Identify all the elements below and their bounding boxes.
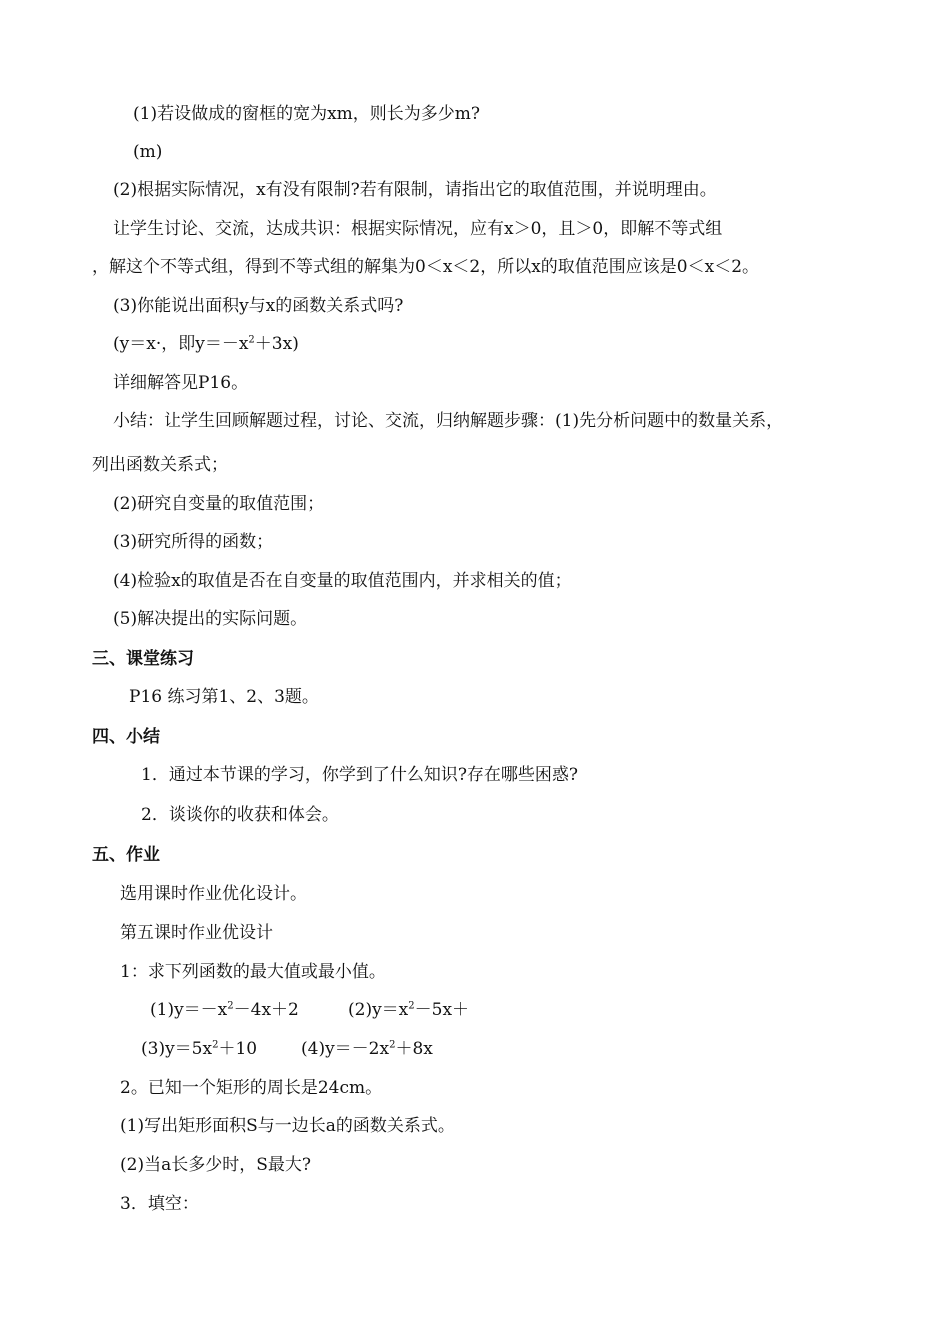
step-2: (2)研究自变量的取值范围； (113, 494, 325, 514)
exercise-1-b: $(2)y=x^2-5x+$ (348, 1000, 470, 1020)
summary-line-1: 小结：让学生回顾解题过程，讨论、交流，归纳解题步骤：(1)先分析问题中的数量关系， (113, 411, 784, 431)
practice-text: P16 练习第1、2、3题。 (129, 687, 319, 707)
exercise-1-c: $(3)y=5x^2+10$ (141, 1039, 258, 1059)
exercise-2-question-2: (2)当a长多少时，S最大? (120, 1155, 311, 1175)
question-1: (1)若设做成的窗框的宽为xm，则长为多少m? (133, 104, 481, 124)
discussion-line-2: ，解这个不等式组，得到不等式组的解集为0＜x＜2，所以x的取值范围应该是0＜x＜2。 (92, 257, 760, 277)
exercise-1-d: $(4)y=-2x^2+8x$ (301, 1039, 433, 1059)
exercise-2: 2。已知一个矩形的周长是24cm。 (120, 1078, 383, 1098)
exercise-3: 3．填空： (120, 1194, 199, 1214)
discussion-line-1: 让学生讨论、交流，达成共识：根据实际情况，应有x＞0，且＞0，即解不等式组 (113, 219, 723, 239)
detail-reference: 详细解答见P16。 (113, 373, 249, 393)
exercise-1: 1：求下列函数的最大值或最小值。 (120, 962, 386, 982)
step-3: (3)研究所得的函数； (113, 532, 274, 552)
summary-item-1: 1．通过本节课的学习，你学到了什么知识?存在哪些困惑? (141, 765, 579, 785)
step-4: (4)检验x的取值是否在自变量的取值范围内，并求相关的值； (113, 571, 572, 591)
section-heading-homework: 五、作业 (92, 845, 160, 865)
exercise-2-question-1: (1)写出矩形面积S与一边长a的函数关系式。 (120, 1116, 455, 1136)
homework-text: 选用课时作业优化设计。 (120, 884, 307, 904)
design-title: 第五课时作业优设计 (120, 923, 273, 943)
summary-item-2: 2．谈谈你的收获和体会。 (141, 805, 339, 825)
question-3: (3)你能说出面积y与x的函数关系式吗? (113, 296, 404, 316)
summary-line-2: 列出函数关系式； (92, 455, 228, 475)
question-1-answer: (m) (133, 142, 163, 162)
question-2: (2)根据实际情况，x有没有限制?若有限制，请指出它的取值范围，并说明理由。 (113, 180, 717, 200)
question-3-answer: (y＝x·，即$y=-x^2+3x$) (113, 334, 299, 354)
step-5: (5)解决提出的实际问题。 (113, 609, 308, 629)
exercise-1-a: $(1)y=-x^2-4x+2$ (150, 1000, 299, 1020)
section-heading-practice: 三、课堂练习 (92, 649, 194, 669)
section-heading-summary: 四、小结 (92, 727, 160, 747)
